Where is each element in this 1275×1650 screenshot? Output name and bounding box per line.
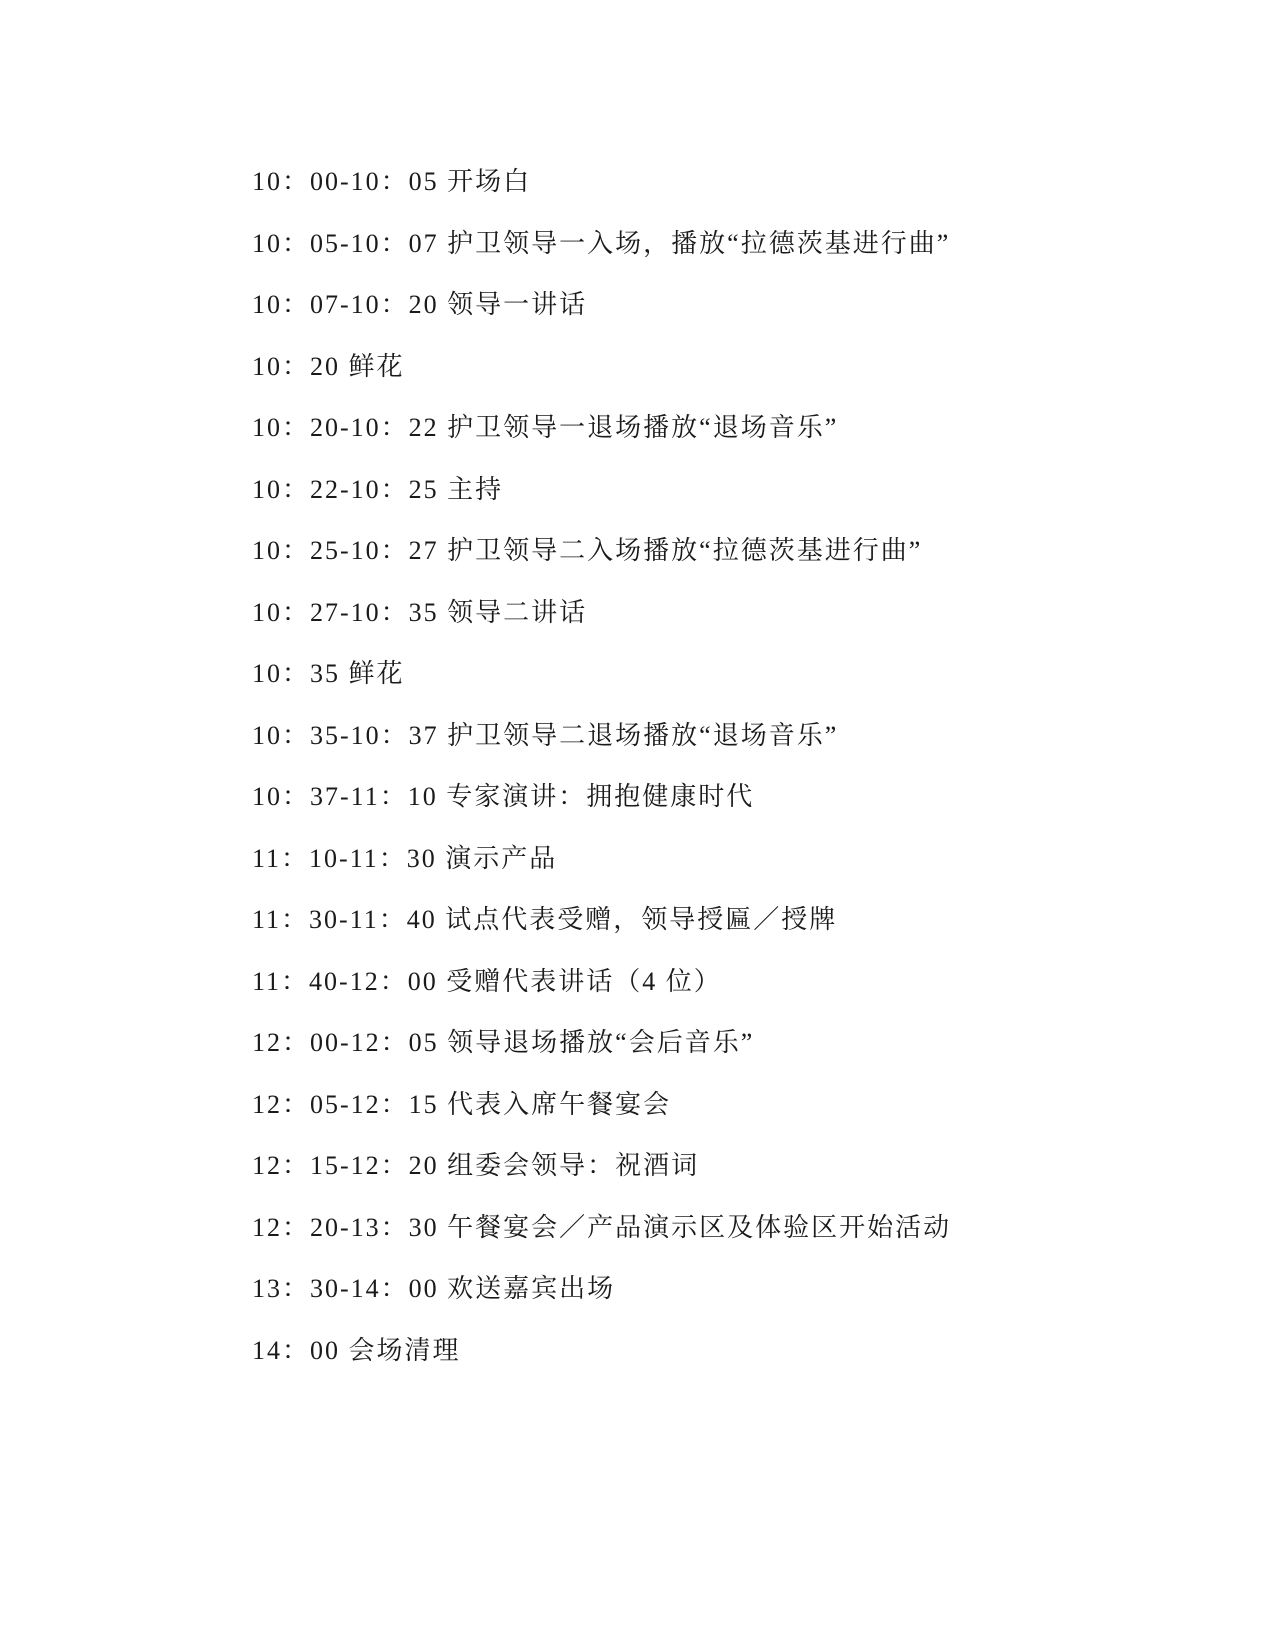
schedule-item: 12：05-12：15 代表入席午餐宴会: [252, 1089, 672, 1119]
schedule-item: 12：00-12：05 领导退场播放“会后音乐”: [252, 1028, 755, 1057]
schedule-item: 10：25-10：27 护卫领导二入场播放“拉德茨基进行曲”: [252, 536, 923, 565]
event-schedule: [252, 160, 951, 1390]
schedule-item: 10：00-10：05 开场白: [252, 167, 532, 196]
schedule-item: 13：30-14：00 欢送嘉宾出场: [252, 1274, 616, 1303]
schedule-item: 10：20-10：22 护卫领导一退场播放“退场音乐”: [252, 413, 839, 442]
schedule-item: 11：10-11：30 演示产品: [252, 843, 558, 873]
schedule-item: 11：40-12：00 受赠代表讲话（4 位）: [252, 966, 722, 996]
schedule-item: 14：00 会场清理: [252, 1335, 461, 1365]
schedule-item: 11：30-11：40 试点代表受赠，领导授匾／授牌: [252, 905, 838, 934]
schedule-item: 10：27-10：35 领导二讲话: [252, 597, 588, 627]
schedule-item: 10：07-10：20 领导一讲话: [252, 290, 588, 319]
schedule-item: 10：35-10：37 护卫领导二退场播放“退场音乐”: [252, 720, 839, 750]
schedule-item: 10：37-11：10 专家演讲：拥抱健康时代: [252, 782, 755, 811]
schedule-item: 10：35 鲜花: [252, 659, 405, 688]
schedule-item: 12：20-13：30 午餐宴会／产品演示区及体验区开始活动: [252, 1212, 952, 1242]
schedule-item: 10：05-10：07 护卫领导一入场，播放“拉德茨基进行曲”: [252, 228, 951, 258]
schedule-item: 12：15-12：20 组委会领导：祝酒词: [252, 1151, 700, 1180]
schedule-item: 10：20 鲜花: [252, 351, 405, 381]
schedule-item: 10：22-10：25 主持: [252, 474, 504, 504]
